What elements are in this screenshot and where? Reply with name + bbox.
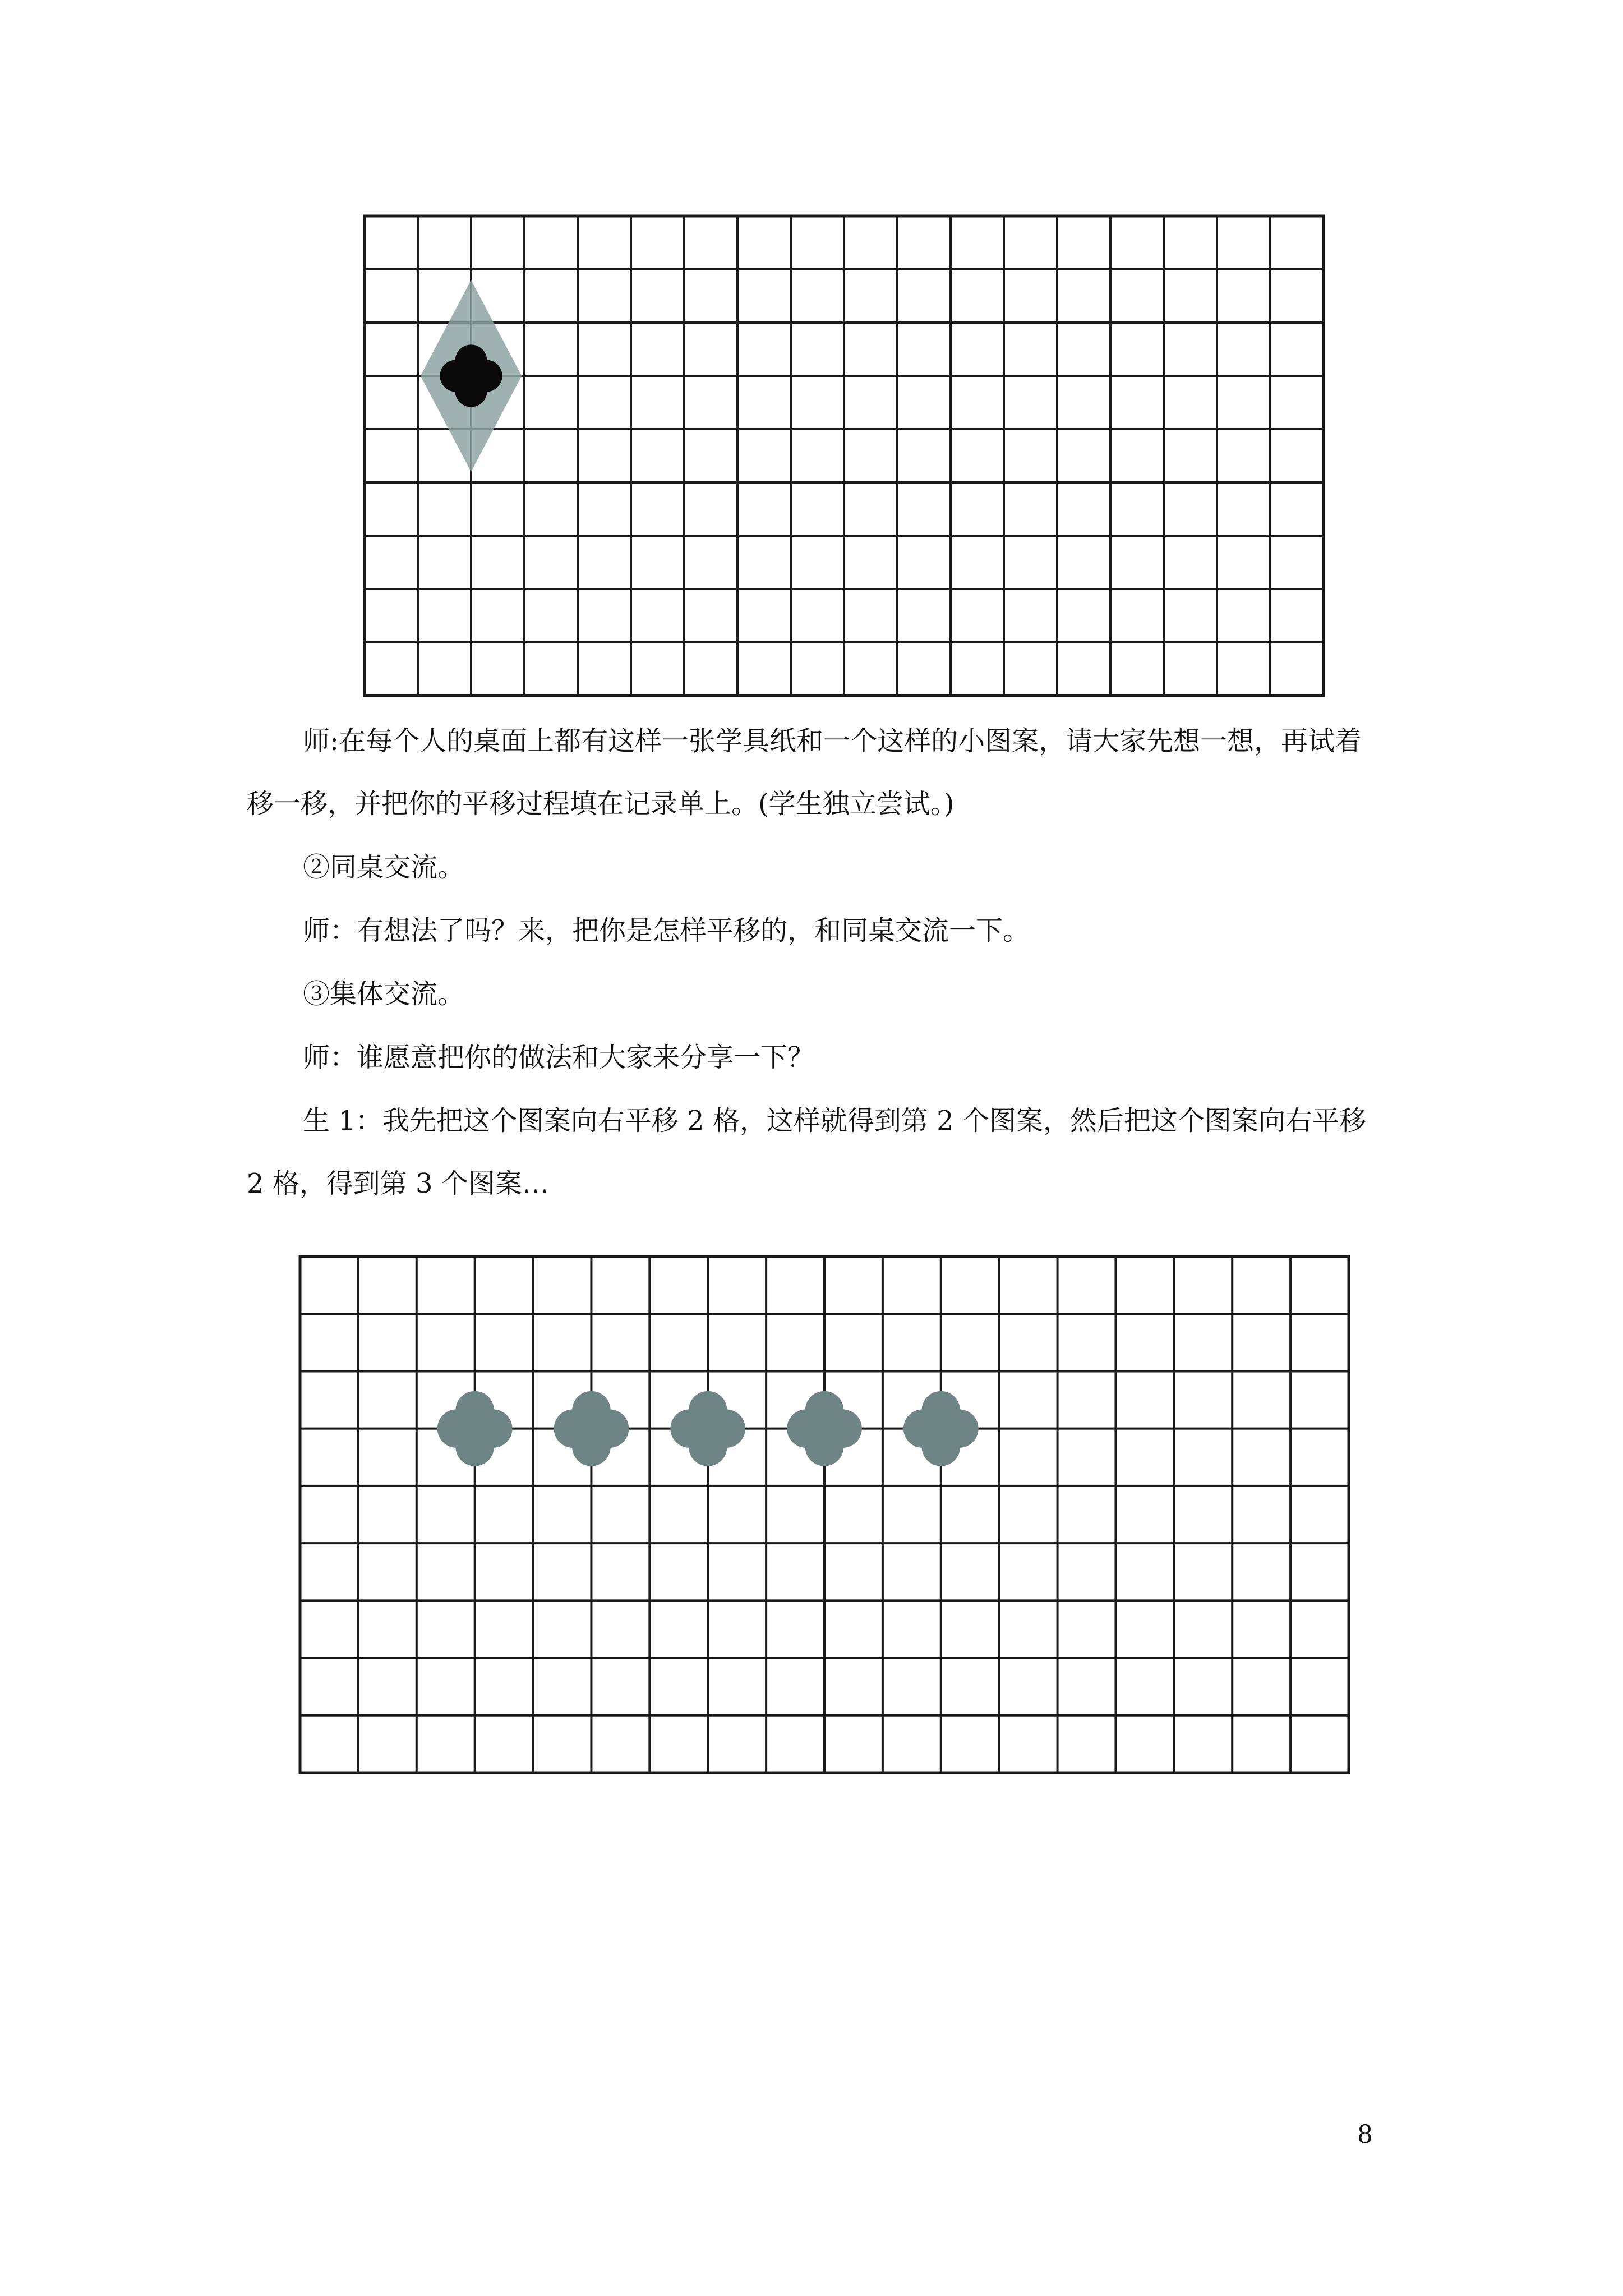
flower-center — [924, 1411, 958, 1446]
paragraph-teacher-instruction: 师:在每个人的桌面上都有这样一张学具纸和一个这样的小图案，请大家先想一想，再试着移一移，并把你的平移过程填在记录单上。(学生独立尝试。) — [247, 725, 1362, 820]
paragraph-step-3-heading: ③集体交流。 — [303, 978, 465, 1010]
flower-center — [807, 1411, 842, 1446]
flower-center — [690, 1411, 725, 1446]
paragraph-step-2-heading: ②同桌交流。 — [303, 852, 465, 883]
flower-center — [574, 1411, 609, 1446]
paragraph-student-answer: 生 1：我先把这个图案向右平移 2 格，这样就得到第 2 个图案，然后把这个图案向右平移 2 格，得到第 3 个图案… — [247, 1105, 1366, 1199]
grid-figure-top — [362, 213, 1326, 698]
page-number: 8 — [1357, 2120, 1373, 2149]
paragraph-teacher-question: 师：有想法了吗？来，把你是怎样平移的，和同桌交流一下。 — [303, 915, 1030, 946]
paragraph-teacher-share: 师：谁愿意把你的做法和大家来分享一下？ — [303, 1042, 815, 1073]
flower-center — [457, 361, 485, 390]
grid-figure-bottom — [297, 1254, 1352, 1775]
flower-center — [458, 1411, 492, 1446]
